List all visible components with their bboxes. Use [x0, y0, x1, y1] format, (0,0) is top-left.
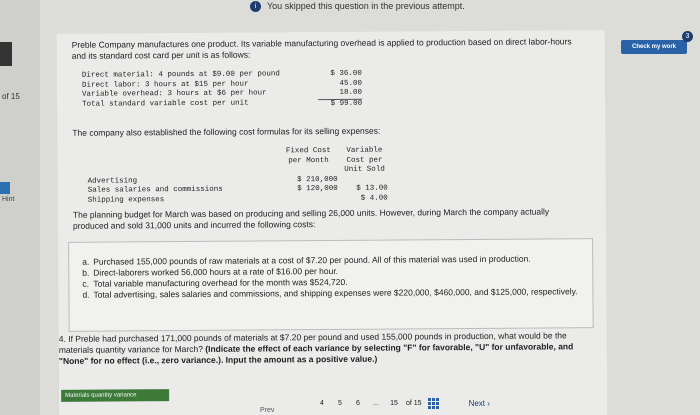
fixed-cost-header: Fixed Cost per Month — [285, 147, 331, 165]
page-total: of 15 — [406, 400, 422, 407]
selling-label: Advertising — [87, 176, 138, 186]
std-amount: $ 99.00 — [318, 98, 362, 109]
prev-button[interactable]: Prev — [260, 407, 275, 414]
question-4 — [59, 330, 589, 367]
variable-cost — [338, 175, 388, 185]
check-my-work-button[interactable]: Check my work — [621, 40, 687, 54]
page-link[interactable]: 6 — [356, 400, 360, 407]
list-text: Total variable manufacturing overhead for the month was $524,720. — [93, 276, 348, 289]
std-label: Direct material: 4 pounds at $9.00 per pound — [81, 70, 280, 80]
list-text: Total advertising, sales salaries and commissions, and shipping expenses were $220,000, $460,000, and $125,000, respectively. — [93, 286, 578, 300]
std-row-total — [82, 98, 362, 110]
page-ellipsis: ... — [373, 400, 379, 407]
hint-label[interactable]: Hint — [2, 196, 15, 203]
question-4-instructions: (Indicate the effect of each variance by selecting "F" for favorable, "U" for unfavorable, and "None" for no effect (i.e., zero variance.). Input the amount as a positive value.) — [58, 341, 574, 366]
pagination — [250, 398, 490, 414]
fixed-cost — [286, 194, 338, 204]
selling-header — [87, 147, 387, 178]
fixed-cost: $ 120,000 — [297, 184, 338, 194]
variable-cost: $ 4.00 — [360, 194, 388, 203]
list-text: Direct-laborers worked 56,000 hours at a rate of $16.00 per hour. — [93, 265, 339, 278]
page-link[interactable]: 5 — [338, 400, 342, 407]
variable-cost: $ 13.00 — [356, 184, 388, 193]
selling-row — [88, 194, 388, 206]
std-amount: 18.00 — [339, 88, 363, 97]
question-card — [57, 30, 608, 415]
materials-quantity-variance-tab[interactable]: Materials quantity variance — [61, 389, 169, 402]
actual-costs-list — [82, 253, 582, 300]
list-text: Purchased 155,000 pounds of raw materials at a cost of $7.20 per pound. All of this material was used in production. — [93, 253, 531, 267]
next-button[interactable]: Next › — [468, 399, 490, 408]
info-icon: i — [250, 1, 261, 12]
list-item — [82, 286, 582, 300]
plus-icon[interactable] — [0, 42, 12, 66]
std-amount: 45.00 — [339, 79, 362, 88]
left-rail — [0, 0, 40, 415]
variable-cost-header: Variable Cost per Unit Sold — [344, 146, 385, 174]
list-letter: a. — [82, 256, 90, 267]
hint-icon[interactable] — [0, 182, 10, 194]
list-letter: c. — [82, 278, 90, 289]
standard-cost-card — [82, 70, 362, 111]
actual-costs-box — [68, 238, 594, 332]
list-letter: d. — [82, 289, 90, 300]
selling-expense-table — [87, 147, 387, 206]
std-label: Direct labor: 3 hours at $15 per hour — [81, 80, 249, 90]
page-link[interactable]: 4 — [320, 400, 324, 407]
check-count-badge: 3 — [682, 31, 693, 42]
planning-text: The planning budget for March was based on producing and selling 26,000 units. However, during March the company actually produced and sold 31,000 units and incurred the following costs: — [72, 206, 550, 231]
selling-intro-text: The company also established the following cost formulas for its selling expenses: — [72, 125, 381, 138]
skipped-banner — [250, 0, 465, 12]
grid-icon[interactable] — [428, 398, 439, 409]
fixed-cost: $ 210,000 — [297, 175, 338, 184]
list-letter: b. — [82, 267, 90, 278]
std-label: Total standard variable cost per unit — [82, 99, 249, 109]
banner-text: You skipped this question in the previous attempt. — [267, 1, 465, 11]
std-amount: $ 36.00 — [330, 69, 362, 79]
selling-label: Shipping expenses — [87, 195, 165, 205]
question-4-text: 4. If Preble had purchased 171,000 pounds of materials at $7.20 per pound and used 155,000 pounds in production, what would be the materials quantity variance for March? — [58, 330, 567, 355]
rail-counter: of 15 — [2, 92, 20, 101]
std-label: Variable overhead: 3 hours at $6 per hour — [82, 89, 267, 99]
intro-text: Preble Company manufactures one product. Its variable manufacturing overhead is applied to production based on direct labor-hours and its standard cost card per unit is as follows: — [71, 36, 572, 61]
next-label: Next — [468, 399, 486, 408]
page-link[interactable]: 15 — [390, 400, 398, 407]
selling-label: Sales salaries and commissions — [87, 185, 223, 195]
